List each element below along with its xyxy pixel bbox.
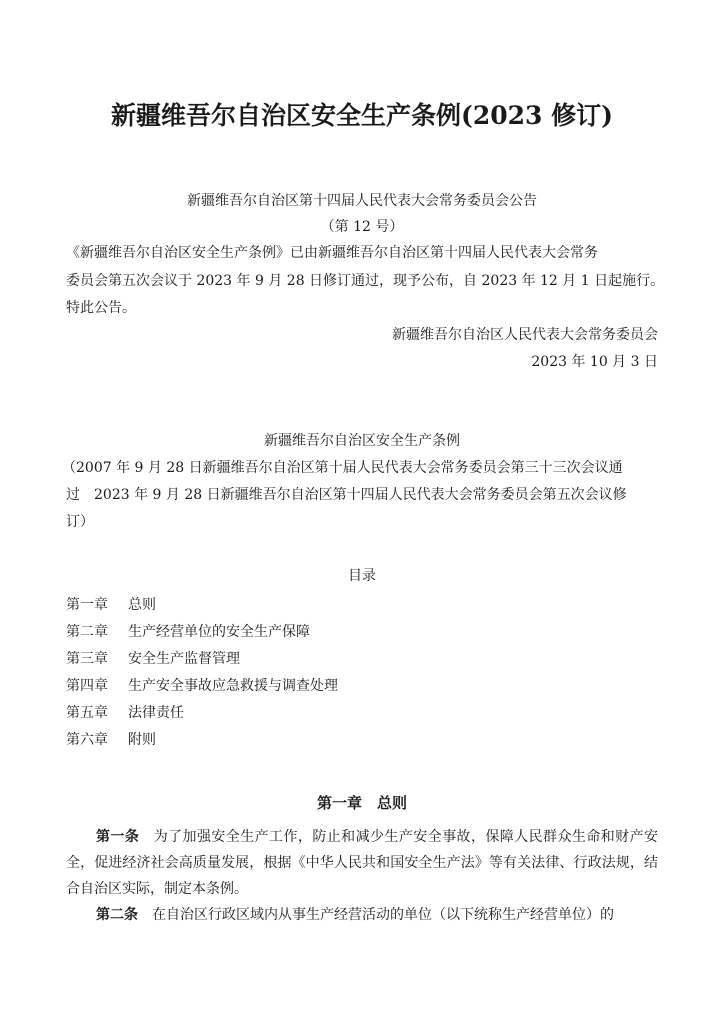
regulation-name: 新疆维吾尔自治区安全生产条例 xyxy=(264,433,460,449)
toc-item[interactable] xyxy=(66,648,240,668)
article-1-label: 第一条 xyxy=(96,829,140,845)
announcement-body-line2: 委员会第五次会议于 2023 年 9 月 28 日修订通过，现予公布，自 2023 年 12 月 1 日起施行。 xyxy=(66,273,665,289)
toc-item-number: 第三章 xyxy=(66,651,108,667)
toc-item-label: 法律责任 xyxy=(128,705,184,721)
article-block xyxy=(66,824,658,928)
chapter-heading: 第一章 总则 xyxy=(316,794,407,812)
toc-item-number: 第六章 xyxy=(66,732,108,748)
announcement-signature: 新疆维吾尔自治区人民代表大会常务委员会 xyxy=(392,327,658,343)
toc-item[interactable] xyxy=(66,702,184,722)
toc-item-label: 安全生产监督管理 xyxy=(128,651,240,667)
toc-item-number: 第五章 xyxy=(66,705,108,721)
announcement-number: （第 12 号） xyxy=(320,219,404,235)
document-title: 新疆维吾尔自治区安全生产条例(2023 修订) xyxy=(111,101,613,130)
announcement-body-line1: 《新疆维吾尔自治区安全生产条例》已由新疆维吾尔自治区第十四届人民代表大会常务 xyxy=(66,245,598,261)
toc-heading: 目录 xyxy=(348,568,376,584)
toc-item[interactable] xyxy=(66,594,156,614)
regulation-history-line2: 过 2023 年 9 月 28 日新疆维吾尔自治区第十四届人民代表大会常务委员会第五次会议修 xyxy=(66,487,627,503)
toc-item-label: 总则 xyxy=(128,597,156,613)
article-1-text: 为了加强安全生产工作，防止和减少生产安全事故，保障人民群众生命和财产安全，促进经济社会高质量发展，根据《中华人民共和国安全生产法》等有关法律、行政法规，结合自治区实际，制定本条例。 xyxy=(66,829,659,897)
toc-item[interactable] xyxy=(66,675,338,695)
toc-item-number: 第一章 xyxy=(66,597,108,613)
toc-item[interactable] xyxy=(66,621,310,641)
toc-item-label: 生产安全事故应急救援与调查处理 xyxy=(128,678,338,694)
toc-item-number: 第四章 xyxy=(66,678,108,694)
toc-item-number: 第二章 xyxy=(66,624,108,640)
toc-item-label: 生产经营单位的安全生产保障 xyxy=(128,624,310,640)
toc-item-label: 附则 xyxy=(128,732,156,748)
toc-item[interactable] xyxy=(66,729,156,749)
article-1 xyxy=(66,824,658,902)
article-2-label: 第二条 xyxy=(96,907,138,923)
article-2-text: 在自治区行政区域内从事生产经营活动的单位（以下统称生产经营单位）的 xyxy=(152,907,614,923)
announcement-date: 2023 年 10 月 3 日 xyxy=(531,354,658,370)
regulation-history-line1: （2007 年 9 月 28 日新疆维吾尔自治区第十届人民代表大会常务委员会第三十三次会议通 xyxy=(62,460,623,476)
announcement-body-line3: 特此公告。 xyxy=(66,300,136,316)
regulation-history-line3: 订） xyxy=(66,514,94,530)
announcement-issuer: 新疆维吾尔自治区第十四届人民代表大会常务委员会公告 xyxy=(187,193,537,209)
article-2 xyxy=(66,902,658,928)
